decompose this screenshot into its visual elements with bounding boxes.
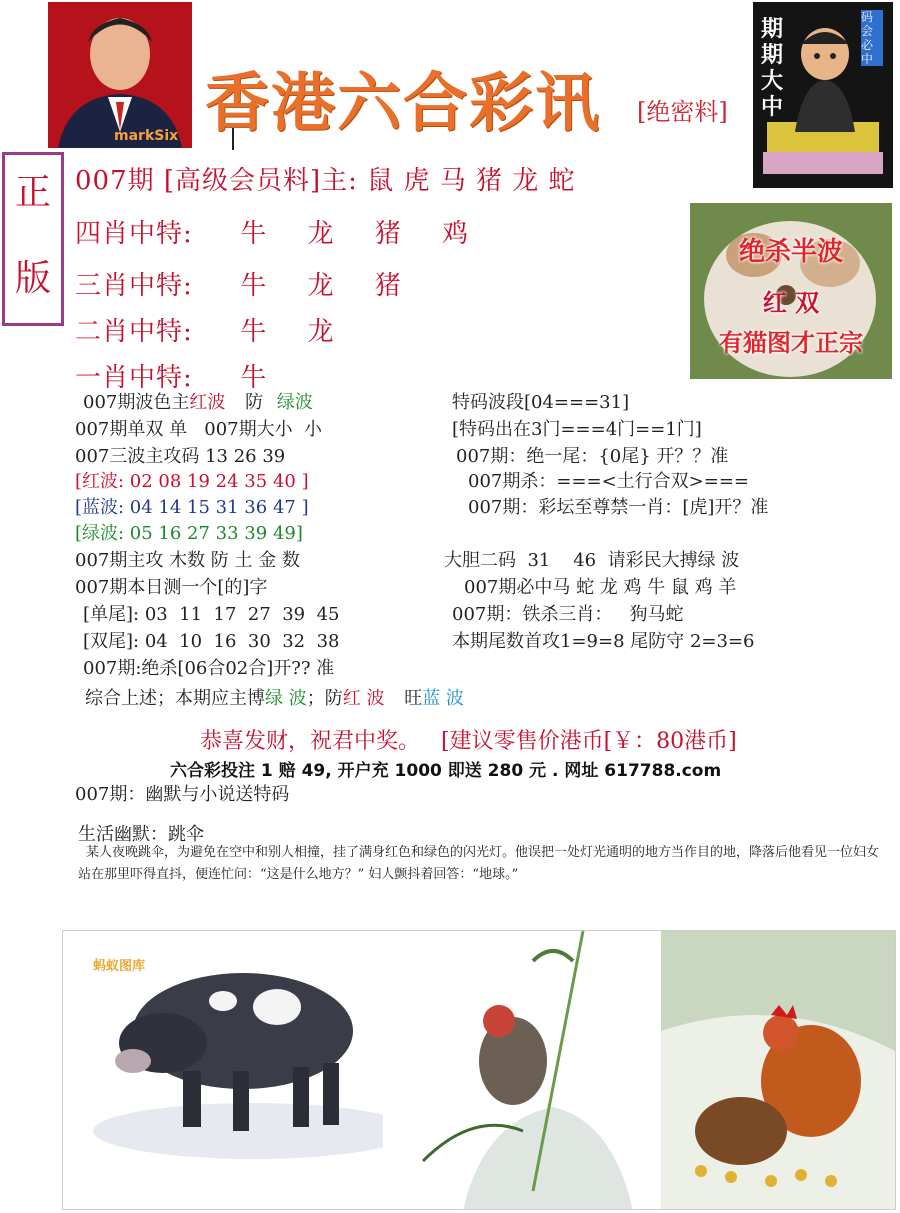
summary-line bbox=[75, 684, 464, 710]
pick-label: 四肖中特: bbox=[75, 219, 193, 249]
rooster-painting bbox=[661, 931, 895, 1209]
wave-prefix: 007期波色主 bbox=[83, 392, 190, 413]
odd-even-line: 007期单双 单 007期大小 小 bbox=[75, 419, 323, 440]
page-title: 香港六合彩讯 bbox=[205, 66, 601, 141]
word-line: 007期本日测一个[的]字 bbox=[75, 577, 268, 598]
wave-line bbox=[75, 388, 464, 415]
kill-combo-line: 007期杀：===<土行合双>=== bbox=[468, 471, 750, 492]
pick-row-4 bbox=[75, 213, 500, 265]
pick-item: 鸡 bbox=[442, 219, 470, 249]
pick-label: 一肖中特: bbox=[75, 363, 193, 393]
host-photo bbox=[48, 2, 192, 148]
humor-head: 007期：幽默与小说送特码 bbox=[75, 784, 290, 805]
pick-item: 猪 bbox=[374, 271, 402, 301]
pick-item: 龙 bbox=[307, 317, 335, 347]
tail-attack-line: 本期尾数首攻1=9=8 尾防守 2=3=6 bbox=[452, 631, 755, 652]
must-hit-line: 007期必中马 蛇 龙 鸡 牛 鼠 鸡 羊 bbox=[464, 577, 737, 598]
summary-green: 绿 波 bbox=[265, 688, 307, 709]
summary-prefix: 综合上述；本期应主博 bbox=[85, 688, 265, 709]
cat-card-line2: 红 双 bbox=[762, 288, 820, 317]
pick-label: 三肖中特: bbox=[75, 271, 193, 301]
logo-text: markSix bbox=[114, 128, 179, 144]
pig-panel bbox=[63, 931, 383, 1209]
wave-main: 红波 bbox=[189, 392, 226, 413]
congrats-line: 恭喜发财，祝君中奖。 [建议零售价港币[￥：80港币] bbox=[200, 729, 737, 754]
pick-item: 牛 bbox=[240, 271, 268, 301]
pick-row-3 bbox=[75, 265, 500, 311]
doors-line: [特码出在3门===4门==1门] bbox=[452, 419, 702, 440]
pick-list bbox=[75, 213, 500, 397]
wave-guard-label: 防 bbox=[245, 392, 264, 413]
summary-wang: 旺 bbox=[404, 688, 423, 709]
right-info bbox=[444, 388, 769, 654]
pick-label: 二肖中特: bbox=[75, 317, 193, 347]
forbidden-line: 007期：彩坛至尊禁一肖：[虎]开？准 bbox=[468, 497, 769, 518]
pick-item: 龙 bbox=[307, 271, 335, 301]
cat-card-line3: 有猫图才正宗 bbox=[719, 328, 863, 357]
kill-line: 007期:绝杀[06合02合]开?? 准 bbox=[83, 658, 335, 679]
cat-card-line1: 绝杀半波 bbox=[738, 237, 843, 267]
version-badge bbox=[2, 152, 64, 326]
monkey-panel bbox=[383, 931, 661, 1209]
bold-two-line: 大胆二码 31 46 请彩民大搏绿 波 bbox=[444, 550, 740, 571]
iron-kill-line: 007期：铁杀三肖： 狗马蛇 bbox=[452, 604, 684, 625]
story-title: 生活幽默：跳伞 bbox=[78, 824, 204, 845]
three-wave-line: 007三波主攻码 13 26 39 bbox=[75, 446, 286, 467]
wave-guard: 绿波 bbox=[276, 392, 313, 413]
cartoon-image bbox=[753, 2, 893, 188]
blue-wave-line: [蓝波: 04 14 15 31 36 47 ] bbox=[75, 497, 309, 518]
summary-mid: ；防 bbox=[306, 688, 343, 709]
cat-card bbox=[690, 203, 892, 379]
cartoon-tag-top: 期期大中 bbox=[761, 16, 784, 120]
pick-item: 猪 bbox=[374, 219, 402, 249]
pick-item: 牛 bbox=[240, 317, 268, 347]
red-wave-line: [红波: 02 08 19 24 35 40 ] bbox=[75, 471, 309, 492]
tail-kill-line: 007期：绝一尾：{0尾} 开？？准 bbox=[456, 446, 729, 467]
promo-line: 六合彩投注 1 赔 49, 开户充 1000 即送 280 元 . 网址 617788.com bbox=[170, 761, 722, 781]
gallery-frame bbox=[62, 930, 896, 1210]
portrait-image bbox=[48, 2, 192, 148]
story-body: 某人夜晚跳伞，为避免在空中和别人相撞，挂了满身红色和绿色的闪光灯。他误把一处灯光通明的地方当作目的地，降落后他看见一位妇女站在那里吓得直抖，便连忙问：“这是什么地方？” 妇人颤抖着回答：“地球。” bbox=[78, 845, 880, 882]
pick-item: 龙 bbox=[307, 219, 335, 249]
pick-row-2 bbox=[75, 311, 500, 357]
green-wave-line: [绿波: 05 16 27 33 39 49] bbox=[75, 523, 303, 544]
odd-tail-line: [单尾]: 03 11 17 27 39 45 bbox=[83, 604, 340, 625]
segment-line: 特码波段[04===31] bbox=[452, 392, 630, 413]
rooster-panel bbox=[661, 931, 895, 1209]
element-line: 007期主攻 木数 防 土 金 数 bbox=[75, 550, 300, 571]
gallery-logo: 蚂蚁图库 bbox=[93, 959, 146, 974]
badge-char-1: 正 bbox=[14, 172, 51, 213]
left-info bbox=[75, 388, 464, 710]
monkey-painting bbox=[383, 931, 661, 1209]
even-tail-line: [双尾]: 04 10 16 30 32 38 bbox=[83, 631, 340, 652]
badge-char-2: 版 bbox=[14, 258, 51, 299]
main-pick-line: 007期 [高级会员料]主: 鼠 虎 马 猪 龙 蛇 bbox=[75, 166, 576, 196]
pick-item: 牛 bbox=[240, 363, 268, 393]
cartoon-tag-side: 码会必中 bbox=[861, 10, 883, 66]
pick-item: 牛 bbox=[240, 219, 268, 249]
page-subtitle: [绝密料] bbox=[637, 98, 728, 126]
summary-red: 红 波 bbox=[342, 688, 385, 709]
summary-blue: 蓝 波 bbox=[422, 688, 464, 709]
